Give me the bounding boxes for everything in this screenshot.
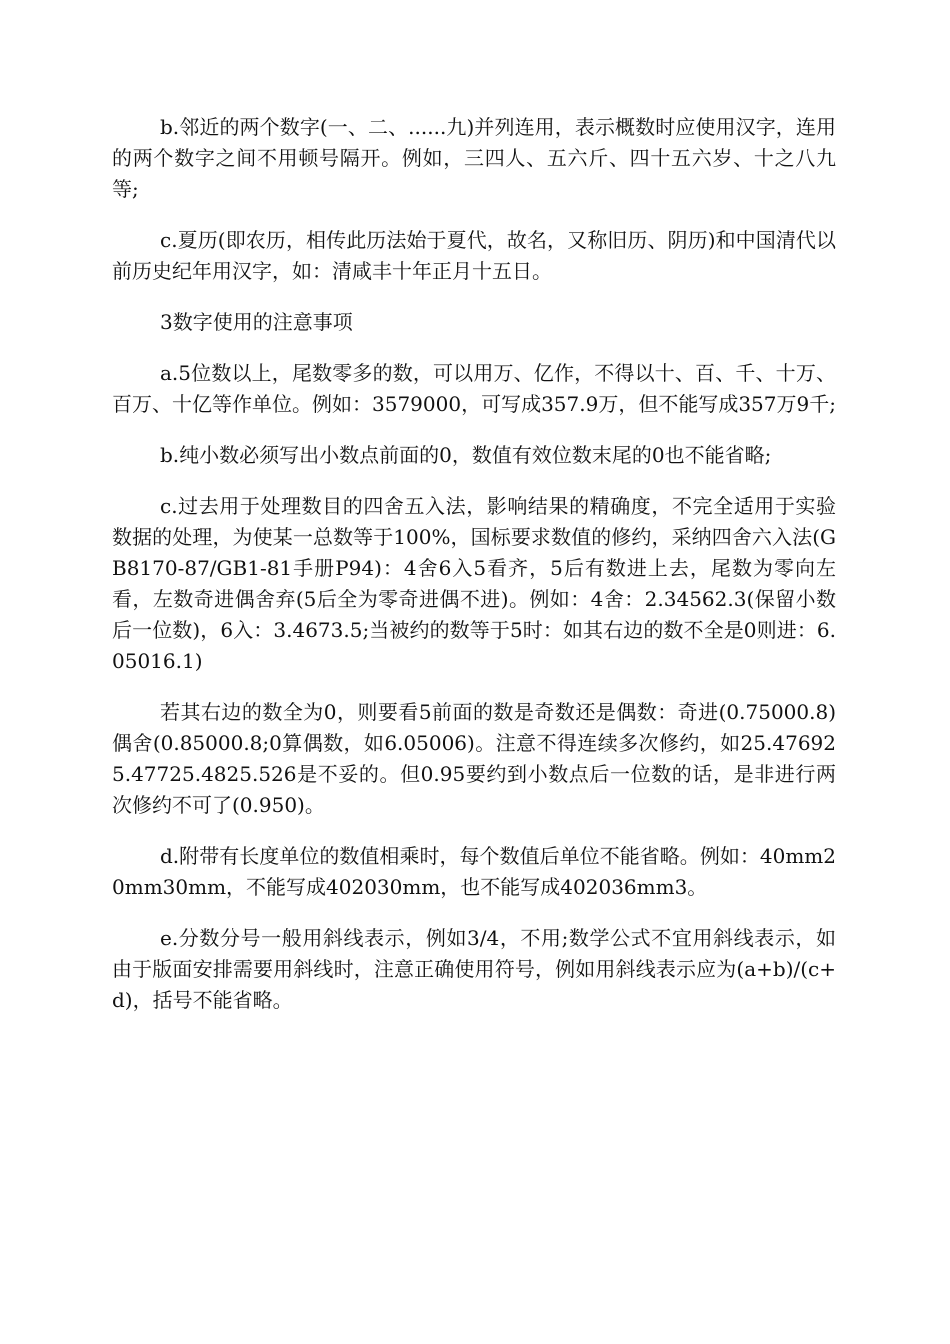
paragraph-pure-decimals: b.纯小数必须写出小数点前面的0，数值有效位数末尾的0也不能省略;: [160, 443, 772, 467]
paragraph-length-units: d.附带有长度单位的数值相乘时，每个数值后单位不能省略。例如：40mm20mm30mm，不能写成402030mm，也不能写成402036mm3。: [112, 844, 836, 899]
section-heading-number-usage-notes: 3数字使用的注意事项: [160, 310, 353, 334]
paragraph-lunar-calendar: c.夏历(即农历，相传此历法始于夏代，故名，又称旧历、阴历)和中国清代以前历史纪年用汉字，如：清咸丰十年正月十五日。: [112, 228, 836, 283]
paragraph-large-numbers: a.5位数以上，尾数零多的数，可以用万、亿作，不得以十、百、千、十万、百万、十亿等作单位。例如：3579000，可写成357.9万，但不能写成357万9千;: [112, 361, 836, 416]
document-body: [112, 112, 836, 1036]
paragraph-rounding-rules: c.过去用于处理数目的四舍五入法，影响结果的精确度，不完全适用于实验数据的处理，为使某一总数等于100%，国标要求数值的修约，采纳四舍六入法(GB8170-87/GB1-81手册P94)：4舍6入5看齐，5后有数进上去，尾数为零向左看，左数奇进偶舍弃(5后全为零奇进偶不进)。例如：4舍：2.34562.3(保留小数后一位数)，6入：3.4673.5;当被约的数等于5时：如其右边的数不全是0则进：6.05016.1): [112, 494, 836, 673]
paragraph-fractions: e.分数分号一般用斜线表示，例如3/4，不用;数学公式不宜用斜线表示，如由于版面安排需要用斜线时，注意正确使用符号，例如用斜线表示应为(a+b)/(c+d)，括号不能省略。: [112, 926, 836, 1012]
paragraph-rounding-even-odd: 若其右边的数全为0，则要看5前面的数是奇数还是偶数：奇进(0.75000.8)偶舍(0.85000.8;0算偶数，如6.05006)。注意不得连续多次修约，如25.476925.47725.4825.526是不妥的。但0.95要约到小数点后一位数的话，是非进行两次修约不可了(0.950)。: [112, 700, 836, 817]
paragraph-approximate-numbers: b.邻近的两个数字(一、二、......九)并列连用，表示概数时应使用汉字，连用的两个数字之间不用顿号隔开。例如，三四人、五六斤、四十五六岁、十之八九等;: [112, 115, 836, 201]
